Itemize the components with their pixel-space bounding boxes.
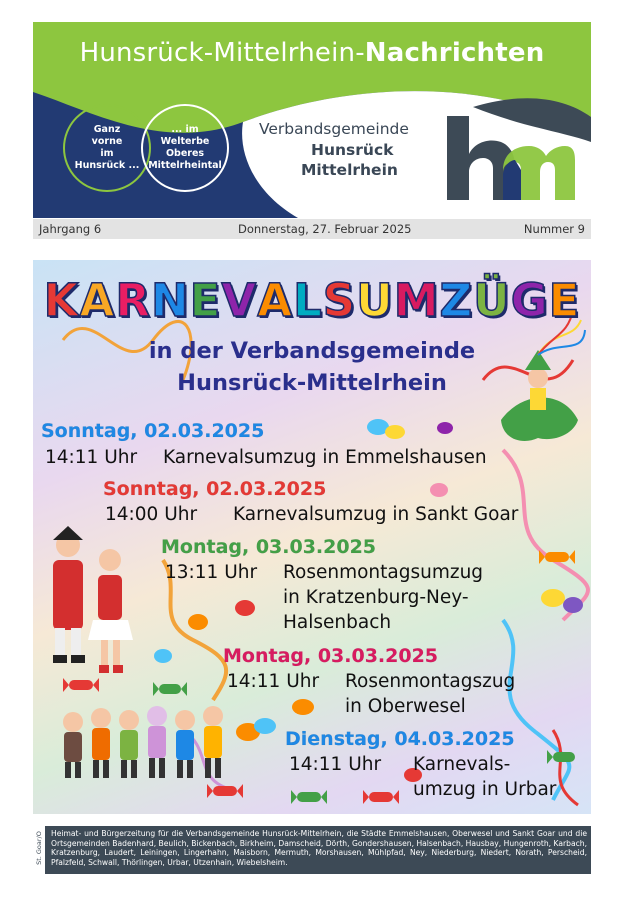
event-4-day: Montag, 03.03.2025 <box>223 645 439 667</box>
title-letter: Z <box>439 274 474 327</box>
title-letter: U <box>356 274 394 327</box>
poster-title <box>33 274 591 327</box>
carnival-poster <box>33 260 591 814</box>
costumed-kids-figure <box>63 706 223 778</box>
newspaper-title: Hunsrück-Mittelrhein-Nachrichten <box>79 38 545 68</box>
poster-subtitle-line1: in der Verbandsgemeinde <box>148 338 476 364</box>
event-5-day: Dienstag, 04.03.2025 <box>285 728 515 750</box>
title-letter: V <box>221 274 258 327</box>
event-4-time: 14:11 Uhr <box>227 671 320 692</box>
event-5-desc-line2: umzug in Urbar <box>413 779 557 800</box>
event-1-time: 14:11 Uhr <box>45 447 138 468</box>
vg-name-line1: Verbandsgemeinde <box>259 120 409 138</box>
title-letter: M <box>393 274 440 327</box>
title-letter: S <box>322 274 357 327</box>
footer-text: Heimat- und Bürgerzeitung für die Verbandsgemeinde Hunsrück-Mittelrhein, die Städte Emmelshausen, Oberwesel und Sankt Goar und die Ortsgemeinden Badenhard, Beulich, Bickenbach, Birkheim, Damscheid, Dörth, Gondershausen, Halsenbach, Hausbay, Hungenroth, Karbach, Kratzenburg, Laudert, Leiningen, Lingerhahn, Maisborn, Mermuth, Morshausen, Mühlpfad, Ney, Niederburg, Niedert, Norath, Perscheid, Pfalzfeld, Schwall, Thörlingen, Urbar, Utzenhain, Wiebelsheim. <box>51 829 587 867</box>
hm-logo <box>445 114 575 204</box>
event-5-time: 14:11 Uhr <box>289 754 382 775</box>
issue-number: Nummer 9 <box>523 222 585 236</box>
event-3-day: Montag, 03.03.2025 <box>161 536 377 558</box>
slogan-circle-left: Ganz vorne im Hunsrück ... <box>63 104 151 192</box>
title-letter: R <box>115 274 151 327</box>
event-3-desc-line2: in Kratzenburg-Ney- <box>283 587 469 608</box>
event-3-desc-line3: Halsenbach <box>283 612 392 633</box>
title-letter: N <box>150 274 190 327</box>
carnival-guards-figure <box>53 526 133 673</box>
title-letter: E <box>189 274 222 327</box>
event-2-time: 14:00 Uhr <box>105 504 198 525</box>
slogan-circle-right: ... im Welterbe Oberes Mittelrheintal <box>141 104 229 192</box>
title-letter: A <box>257 274 294 327</box>
event-4-desc-line2: in Oberwesel <box>345 696 466 717</box>
event-3-time: 13:11 Uhr <box>165 562 258 583</box>
footer-side-label: St. Goar/O <box>33 826 46 874</box>
masthead <box>33 22 591 218</box>
event-4-desc-line1: Rosenmontagszug <box>345 671 516 692</box>
event-3-desc-line1: Rosenmontagsumzug <box>283 562 484 583</box>
poster-subtitle-line2: Hunsrück-Mittelrhein <box>177 370 447 396</box>
event-2-day: Sonntag, 02.03.2025 <box>103 478 327 500</box>
title-letter: L <box>293 274 323 327</box>
event-1-day: Sonntag, 02.03.2025 <box>41 420 265 442</box>
event-1-desc: Karnevalsumzug in Emmelshausen <box>163 447 487 468</box>
event-2-desc: Karnevalsumzug in Sankt Goar <box>233 504 519 525</box>
event-5-desc-line1: Karnevals- <box>413 754 511 775</box>
issue-year: Jahrgang 6 <box>39 222 102 236</box>
issue-date: Donnerstag, 27. Februar 2025 <box>238 222 412 236</box>
issue-info-bar <box>33 219 591 239</box>
title-letter: Ü <box>473 274 511 327</box>
vg-name-line3: Mittelrhein <box>301 161 398 179</box>
vg-name-line2: Hunsrück <box>311 141 394 159</box>
title-letter: A <box>79 274 116 327</box>
title-letter: K <box>43 274 80 327</box>
footer-box <box>33 826 591 874</box>
title-letter: G <box>510 274 549 327</box>
title-letter: E <box>548 274 581 327</box>
